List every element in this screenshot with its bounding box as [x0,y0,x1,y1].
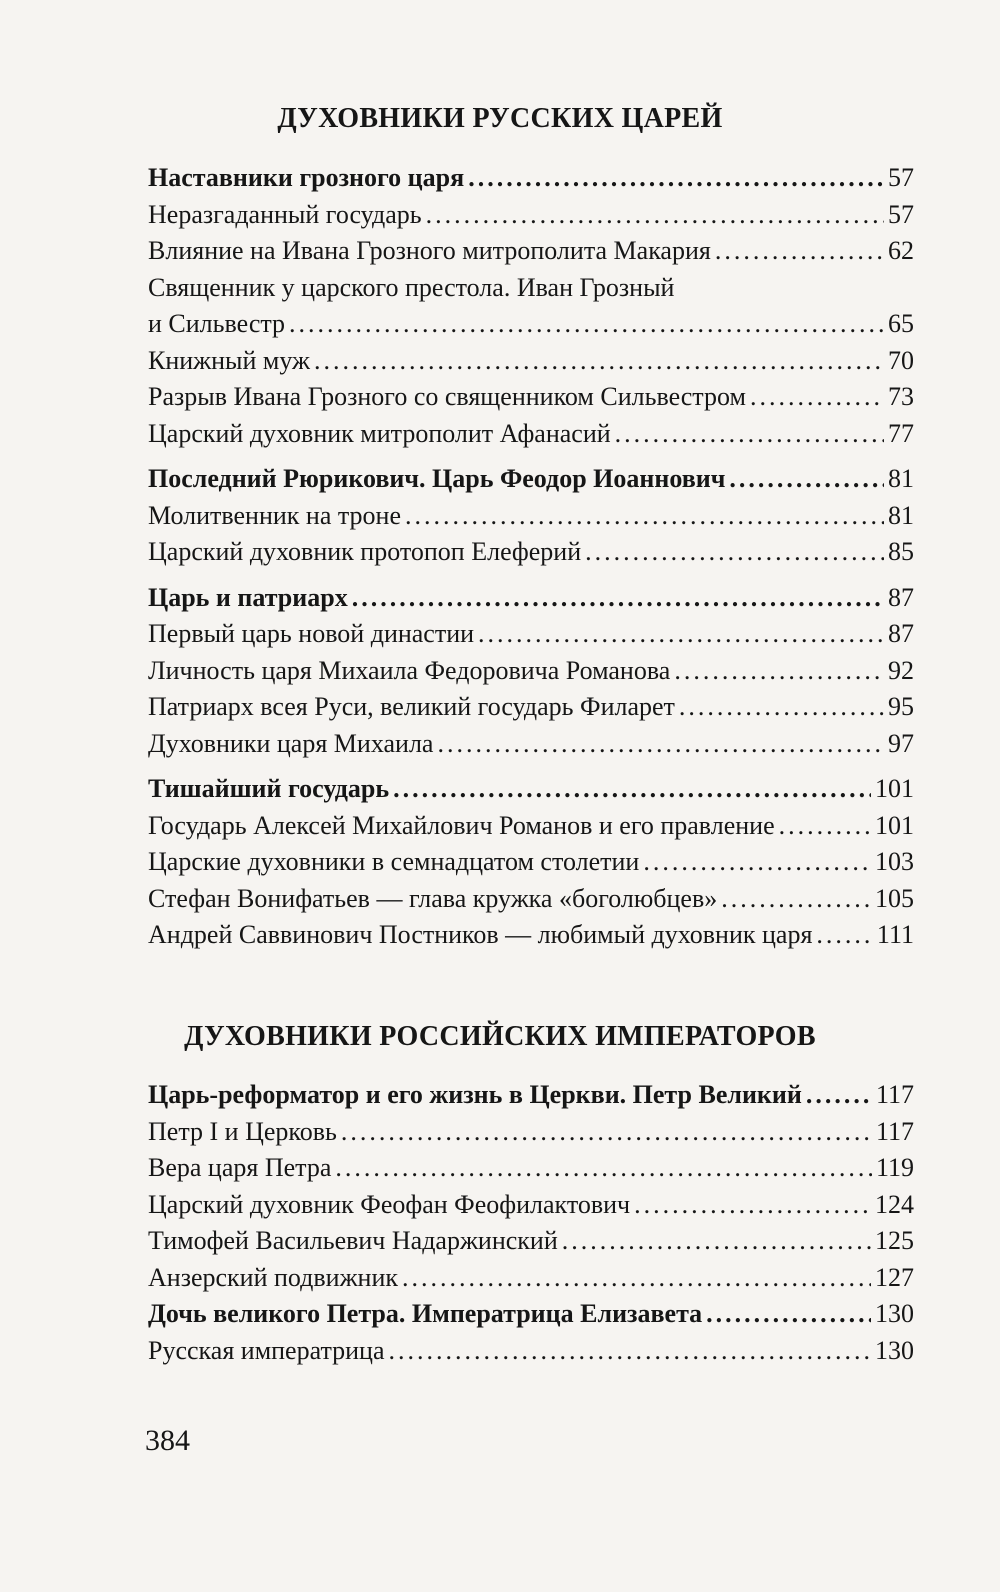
page-number-ref: 117 [875,1080,914,1109]
dot-leader [437,726,884,763]
toc-entry [148,917,914,954]
page-number-ref: 65 [888,309,914,338]
toc-entry [148,689,914,726]
entry-title: Тишайший государь [148,774,390,803]
dot-leader [352,580,884,617]
entry-title: Вера царя Петра [148,1153,332,1182]
page-number-ref: 105 [875,883,914,913]
toc-entry [148,1223,914,1260]
page-number-ref: 119 [875,1153,914,1182]
toc-entry [148,343,914,380]
toc-entry [148,1260,914,1297]
dot-leader [402,1260,871,1297]
page-number-ref: 127 [875,1262,914,1292]
dot-leader [562,1223,871,1260]
toc-entry [148,653,914,690]
toc-chapter [148,580,914,617]
toc-entry [148,616,914,653]
dot-leader [779,808,871,845]
entry-title: Царский духовник протопоп Елеферий [148,537,582,566]
toc-entry [148,1333,914,1370]
section-title: ДУХОВНИКИ РОССИЙСКИХ ИМПЕРАТОРОВ [184,1021,816,1052]
dot-leader [615,416,884,453]
toc-chapter [148,1296,914,1333]
page-number-ref: 85 [888,537,914,566]
dot-leader [585,534,884,571]
dot-leader [706,1296,871,1333]
toc-entry [148,844,914,881]
dot-leader [643,844,871,881]
entry-title: Анзерский подвижник [148,1262,399,1292]
page-number-ref: 111 [876,920,914,949]
dot-leader [393,771,871,808]
toc-entry [148,416,914,453]
entry-title: Русская императрица [148,1335,385,1365]
entry-title: Личность царя Михаила Федоровича Романова [148,655,671,685]
toc-entry [148,1150,914,1187]
dot-leader [405,498,884,535]
dot-leader [715,233,884,270]
page-number-ref: 57 [888,163,914,192]
page-number-ref: 103 [875,847,914,876]
dot-leader [750,379,884,416]
dot-leader [806,1077,872,1114]
dot-leader [478,616,884,653]
dot-leader [679,689,884,726]
page-number: 384 [145,1424,190,1457]
entry-title: Разрыв Ивана Грозного со священником Сильвестром [148,382,746,411]
toc-entry [148,233,914,270]
entry-title: Священник у царского престола. Иван Грозный [148,272,675,302]
entry-title: Царский духовник Феофан Феофилактович [148,1189,631,1219]
page-number-ref: 92 [888,655,914,685]
entry-title: Царь и патриарх [148,582,348,612]
entry-title: Последний Рюрикович. Царь Феодор Иоаннович [148,464,726,493]
page-number-ref: 70 [888,345,914,375]
toc-chapter [148,461,914,498]
toc-chapter [148,160,914,197]
dot-leader [721,881,871,918]
page-number-ref: 77 [888,418,914,448]
page-number-ref: 124 [875,1189,914,1219]
dot-leader [289,306,884,343]
toc-entry [148,1187,914,1224]
dot-leader [341,1114,872,1151]
page-number-ref: 87 [888,582,914,612]
toc-chapter [148,1077,914,1114]
toc-entry [148,726,914,763]
page-number-ref: 97 [888,728,914,758]
entry-title: Государь Алексей Михайлович Романов и его правление [148,810,775,840]
entry-title: Влияние на Ивана Грозного митрополита Макария [148,236,711,265]
entry-title: Наставники грозного царя [148,163,465,192]
page-number-ref: 125 [875,1226,914,1255]
entry-title: Петр I и Церковь [148,1116,337,1146]
toc-chapter [148,771,914,808]
page-number-ref: 62 [888,236,914,265]
toc-entry [148,1114,914,1151]
entry-title: Царь-реформатор и его жизнь в Церкви. Петр Великий [148,1080,802,1109]
dot-leader [674,653,884,690]
dot-leader [729,461,884,498]
page-number-ref: 73 [888,382,914,411]
entry-title: и Сильвестр [148,309,286,338]
entry-title: Стефан Вонифатьев — глава кружка «боголюбцев» [148,883,718,913]
toc-entry [148,270,914,307]
toc-entry [148,498,914,535]
dot-leader [634,1187,871,1224]
dot-leader [816,917,873,954]
entry-title: Книжный муж [148,345,311,375]
toc-entry [148,534,914,571]
toc-list [148,1077,914,1369]
page-number-ref: 130 [875,1299,914,1328]
dot-leader [314,343,884,380]
page-number-ref: 57 [888,199,914,229]
toc-entry [148,197,914,234]
toc-list [148,160,914,954]
dot-leader [389,1333,871,1370]
page-number-ref: 117 [875,1116,914,1146]
dot-leader [426,197,884,234]
page-number-ref: 87 [888,619,914,648]
page-number-ref: 130 [875,1335,914,1365]
entry-title: Неразгаданный государь [148,199,422,229]
page-number-ref: 95 [888,692,914,721]
entry-title: Царский духовник митрополит Афанасий [148,418,611,448]
toc-entry [148,306,914,343]
entry-title: Тимофей Васильевич Надаржинский [148,1226,558,1255]
page-number-ref: 81 [888,464,914,493]
entry-title: Духовники царя Михаила [148,728,434,758]
toc-entry [148,808,914,845]
entry-title: Дочь великого Петра. Императрица Елизавета [148,1299,703,1328]
entry-title: Первый царь новой династии [148,619,475,648]
page-number-ref: 81 [888,500,914,530]
entry-title: Молитвенник на троне [148,500,402,530]
dot-leader [335,1150,872,1187]
dot-leader [468,160,884,197]
entry-title: Андрей Саввинович Постников — любимый духовник царя [148,920,813,949]
toc-entry [148,379,914,416]
section-title: ДУХОВНИКИ РУССКИХ ЦАРЕЙ [277,103,723,134]
page-number-ref: 101 [875,810,914,840]
toc-entry [148,881,914,918]
page-number-ref: 101 [875,774,914,803]
entry-title: Царские духовники в семнадцатом столетии [148,847,640,876]
entry-title: Патриарх всея Руси, великий государь Филарет [148,692,675,721]
